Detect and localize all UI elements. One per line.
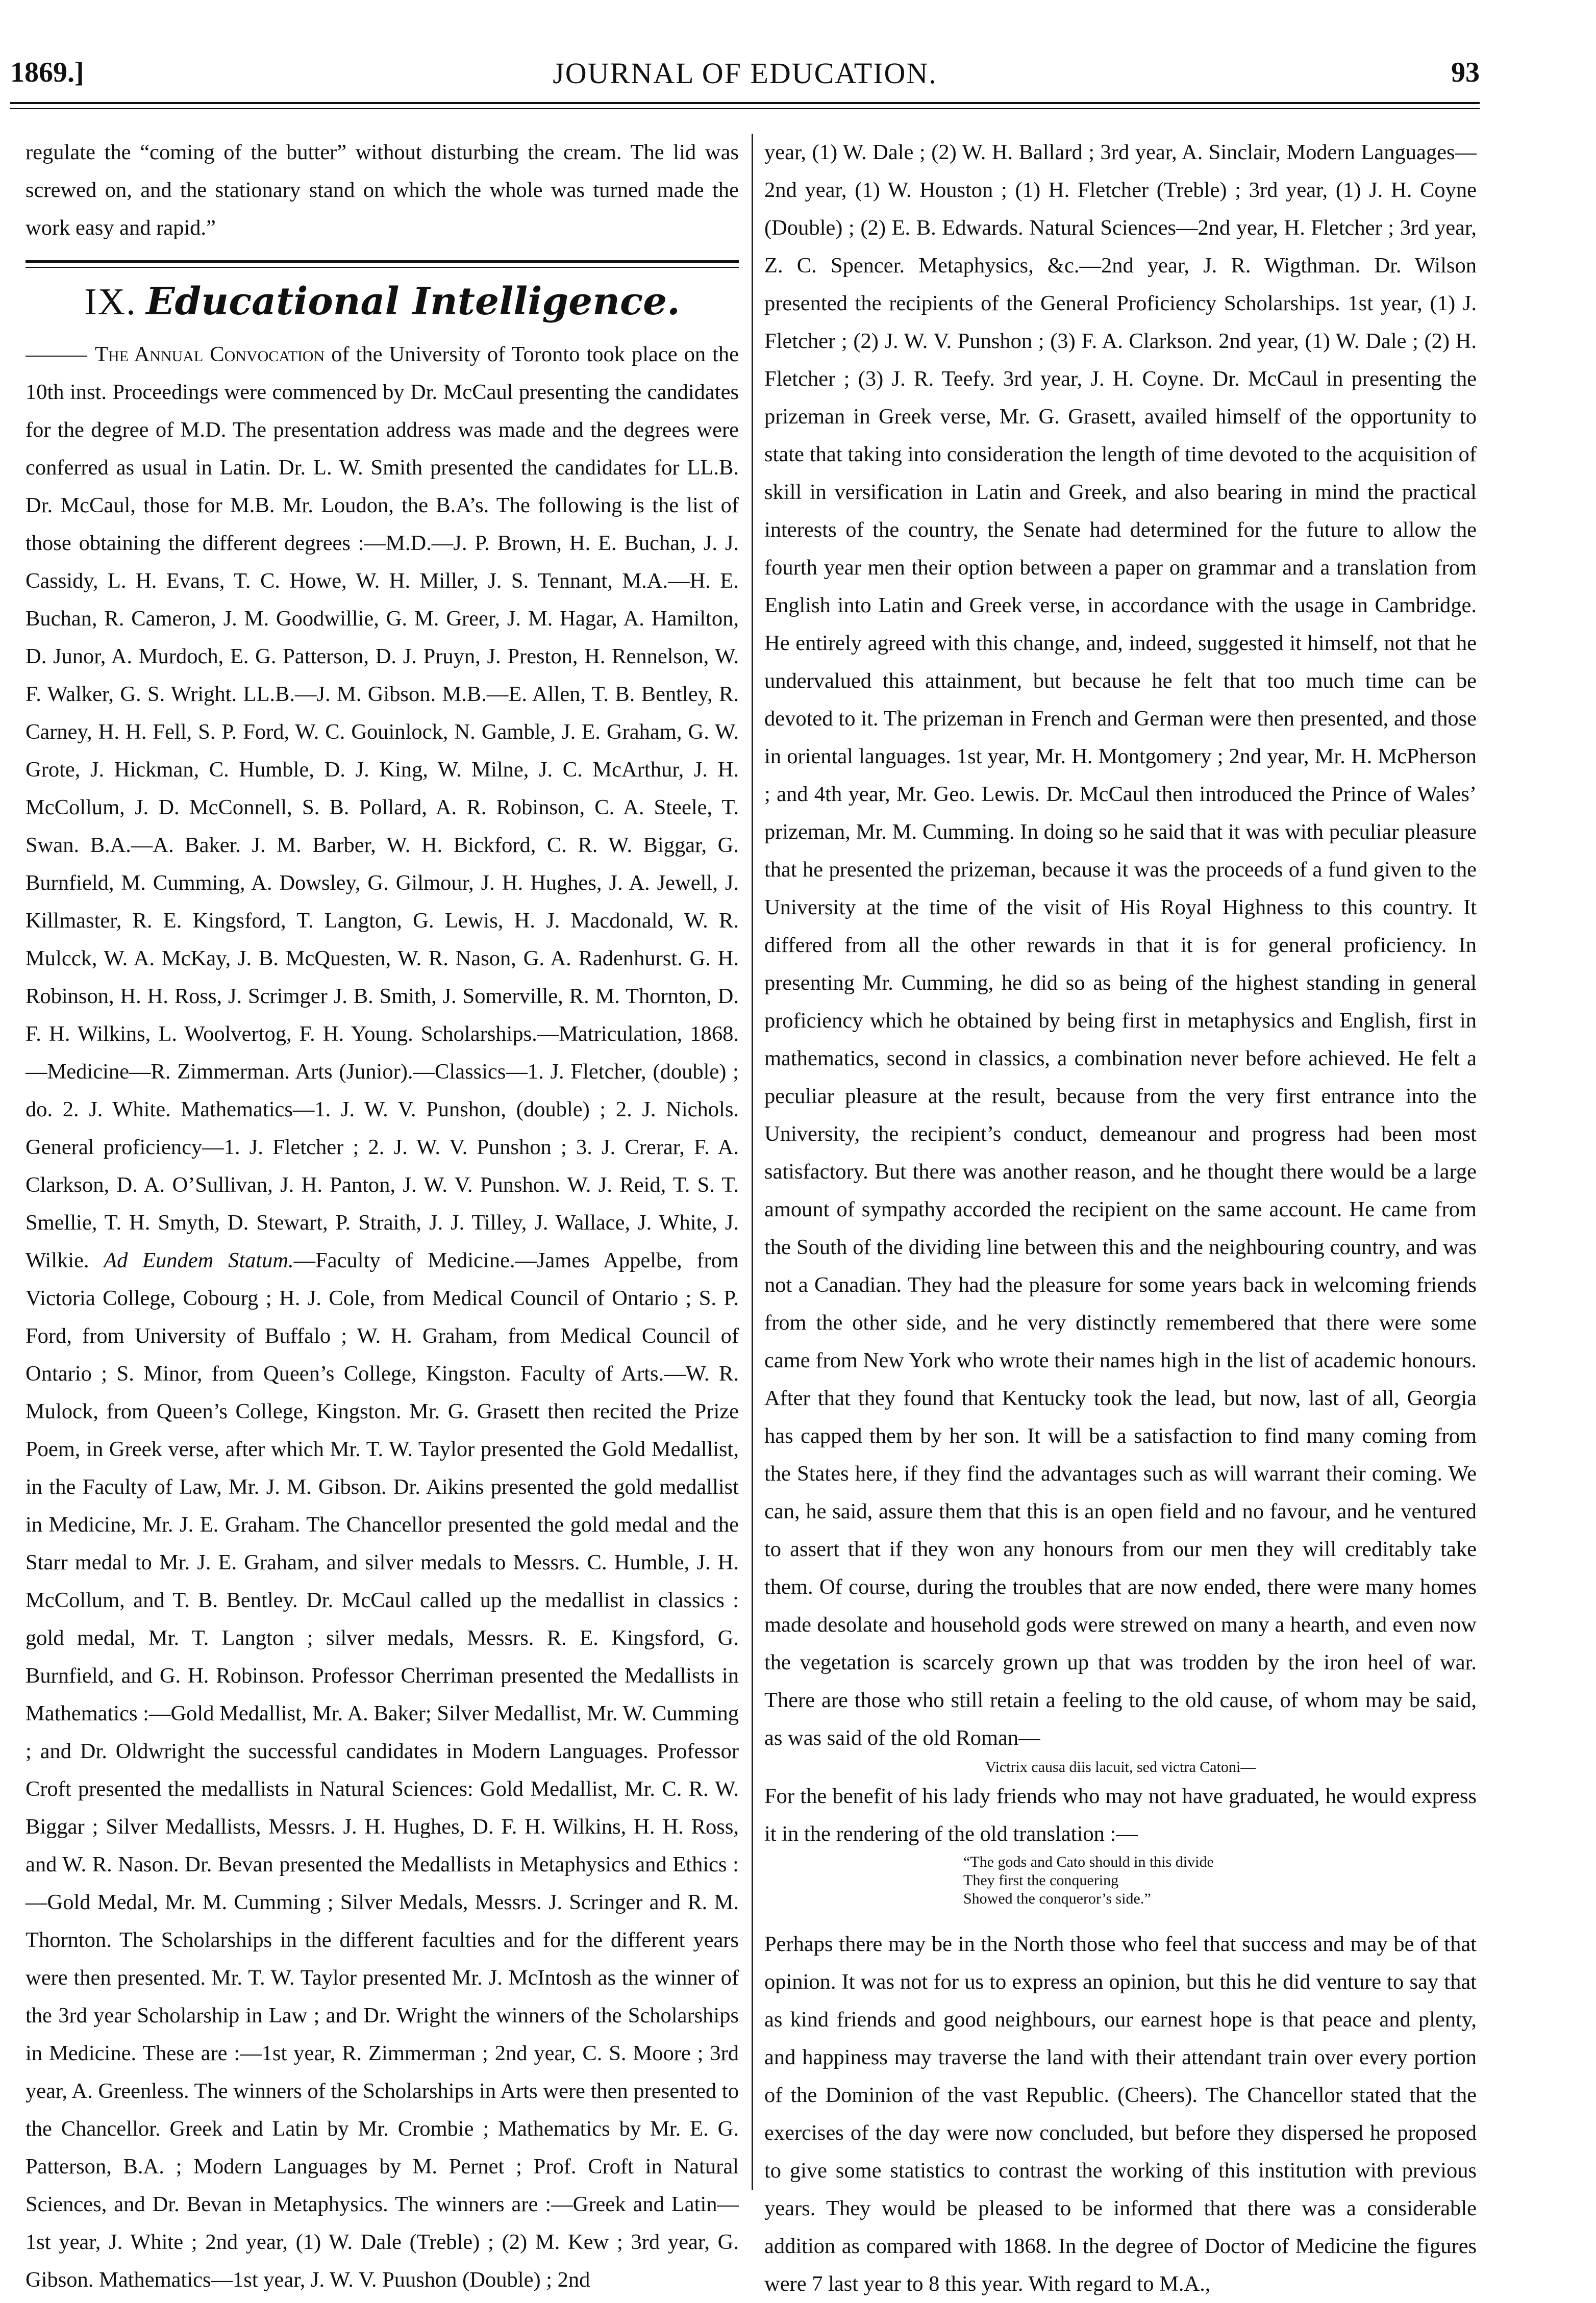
journal-title: JOURNAL OF EDUCATION. [553,57,937,90]
verse-line: “The gods and Cato should in this divide [963,1854,1214,1870]
convocation-article [26,336,739,2299]
right-column [764,134,1477,2303]
lead-dash [26,356,87,357]
page-number: 93 [1451,57,1480,88]
verse-translation [963,1853,1477,1908]
article-conclusion: Perhaps there may be in the North those who feel that success and may be of that opinion. It was not for us to express an opinion, but this he did venture to say that as kind friends and good neighbours, our earnest hope is that peace and plenty, and happiness may traverse the land with their attendant train over every portion of the Dominion of the vast Republic. (Cheers). The Chancellor stated that the exercises of the day were now concluded, but before they dispersed he proposed to give some statistics to contrast the working of this institution with previous years. They would be pleased to be informed that there was a considerable addition as compared with 1868. In the degree of Doctor of Medicine the figures were 7 last year to 8 this year. With regard to M.A., [764,1932,1477,2296]
latin-quotation: Victrix causa diis lacuit, sed victra Catoni— [985,1759,1256,1775]
ad-eundem-heading: Ad Eundem Statum. [104,1248,294,1272]
header-rule [10,102,1480,104]
article-continuation: year, (1) W. Dale ; (2) W. H. Ballard ; 3rd year, A. Sinclair, Modern Languages—2nd year, (1) W. Houston ; (1) H. Fletcher (Treble) ; 3rd year, (1) J. H. Coyne (Double) ; (2) E. B. Edwards. Natural Sciences—2nd year, H. Fletcher ; 3rd year, Z. C. Spencer. Metaphysics, &c.—2nd year, J. R. Wigthman. Dr. Wilson presented the recipients of the General Proficiency Scholarships. 1st year, (1) J. Fletcher ; (2) J. W. V. Punshon ; (3) F. A. Clarkson. 2nd year, (1) W. Dale ; (2) H. Fletcher ; (3) J. R. Teefy. 3rd year, J. H. Coyne. Dr. McCaul in presenting the prizeman in Greek verse, Mr. G. Grasett, availed himself of the opportunity to state that taking into consideration the length of time devoted to the acquisition of skill in versification in Latin and Greek, and also bearing in mind the practical interests of the country, the Senate had determined for the future to allow the fourth year men their option between a paper on grammar and a translation from English into Latin and Greek verse, in accordance with the usage in Cambridge. He entirely agreed with this change, and, indeed, suggested it himself, not that he undervalued this attainment, but because he felt that too much time can be devoted to it. The prizeman in French and German were then presented, and those in oriental languages. 1st year, Mr. H. Montgomery ; 2nd year, Mr. H. McPherson ; and 4th year, Mr. Geo. Lewis. Dr. McCaul then introduced the Prince of Wales’ prizeman, Mr. M. Cumming. In doing so he said that it was with peculiar pleasure that he presented the prizeman, because it was the proceeds of a fund given to the University at the time of the visit of His Royal Highness to this country. It differed from all the other rewards in that it is for general proficiency. In presenting Mr. Cumming, he did so as being of the highest standing in general proficiency which he obtained by being first in metaphysics and English, first in mathematics, second in classics, a combination never before achieved. He felt a peculiar pleasure at the result, because from the very first entrance into the University, the recipient’s conduct, demeanour and progress had been most satisfactory. But there was another reason, and he thought there would be a large amount of sympathy accorded the recipient on the same account. He came from the South of the dividing line between this and the neighbouring country, and was not a Canadian. They had the pleasure for some years back in welcoming friends from the other side, and he very distinctly remembered that there were some came from New York who wrote their names high in the list of academic honours. After that they found that Kentucky took the lead, but now, last of all, Georgia has capped them by her son. It will be a satisfaction to find many coming from the States here, if they find the advantages such as will warrant their coming. We can, he said, assure them that this is an open field and no favour, and he ventured to assert that if they won any honours from our men they will creditably take them. Of course, during the troubles that are now ended, there were many homes made desolate and household gods were strewed on many a hearth, and even now the vegetation is scarcely grown up that was trodden by the iron heel of war. There are those who still retain a feeling to the old cause, of whom may be said, as was said of the old Roman— [764,140,1477,1750]
lead-small-caps: The Annual Convocation [95,342,325,366]
header-rule-thin [10,108,1480,109]
header-year: 1869.] [10,57,84,88]
column-divider [752,134,753,2190]
section-heading [26,271,739,333]
verse-line: They first the conquering [963,1872,1119,1889]
section-title: Educational Intelligence. [146,280,680,323]
section-rule [26,260,739,268]
article-body-part-2: —Faculty of Medicine.—James Appelbe, from Victoria College, Cobourg ; H. J. Cole, from Medical Council of Ontario ; S. P. Ford, from University of Buffalo ; W. H. Graham, from Medical Council of Ontario ; S. Minor, from Queen’s College, Kingston. Faculty of Arts.—W. R. Mulock, from Queen’s College, Kingston. Mr. G. Grasett then recited the Prize Poem, in Greek verse, after which Mr. T. W. Taylor presented the Gold Medallist, in the Faculty of Law, Mr. J. M. Gibson. Dr. Aikins presented the gold medallist in Medicine, Mr. J. E. Graham. The Chancellor presented the gold medal and the Starr medal to Mr. J. E. Graham, and silver medals to Messrs. C. Humble, J. H. McCollum, and T. B. Bentley. Dr. McCaul called up the medallist in classics : gold medal, Mr. T. Langton ; silver medals, Messrs. R. E. Kingsford, G. Burnfield, and G. H. Robinson. Professor Cherriman presented the Medallists in Mathematics :—Gold Medallist, Mr. A. Baker; Silver Medallist, Mr. W. Cumming ; and Dr. Oldwright the successful candidates in Modern Languages. Professor Croft presented the medallists in Natural Sciences: Gold Medallist, Mr. C. R. W. Biggar ; Silver Medallists, Messrs. J. H. Hughes, D. F. H. Wilkins, H. H. Ross, and W. R. Nason. Dr. Bevan presented the Medallists in Metaphysics and Ethics :—Gold Medal, Mr. M. Cumming ; Silver Medals, Messrs. J. Scringer and R. M. Thornton. The Scholarships in the different faculties and for the different years were then presented. Mr. T. W. Taylor presented Mr. J. McIntosh as the winner of the 3rd year Scholarship in Law ; and Dr. Wright the winners of the Scholarships in Medicine. These are :—1st year, R. Zimmerman ; 2nd year, C. S. Moore ; 3rd year, A. Greenless. The winners of the Scholarships in Arts were then presented to the Chancellor. Greek and Latin by Mr. Crombie ; Mathematics by Mr. E. G. Patterson, B.A. ; Modern Languages by M. Pernet ; Prof. Croft in Natural Sciences, and Dr. Bevan in Metaphysics. The winners are :—Greek and Latin—1st year, J. White ; 2nd year, (1) W. Dale (Treble) ; (2) M. Kew ; 3rd year, G. Gibson. Mathematics—1st year, J. W. V. Puushon (Double) ; 2nd [26,1248,739,2292]
continued-paragraph: regulate the “coming of the butter” without disturbing the cream. The lid was screwed on, and the stationary stand on which the whole was turned made the work easy and rapid.” [26,140,739,240]
verse-line: Showed the conqueror’s side.” [963,1890,1151,1907]
article-body-part-1: of the University of Toronto took place on the 10th inst. Proceedings were commenced by Dr. McCaul presenting the candidates for the degree of M.D. The presentation address was made and the degrees were conferred as usual in Latin. Dr. L. W. Smith presented the candidates for LL.B. Dr. McCaul, those for M.B. Mr. Loudon, the B.A’s. The following is the list of those obtaining the different degrees :—M.D.—J. P. Brown, H. E. Buchan, J. J. Cassidy, L. H. Evans, T. C. Howe, W. H. Miller, J. S. Tennant, M.A.—H. E. Buchan, R. Cameron, J. M. Goodwillie, G. M. Greer, J. M. Hagar, A. Hamilton, D. Junor, A. Murdoch, E. G. Patterson, D. J. Pruyn, J. Preston, H. Rennelson, W. F. Walker, G. S. Wright. LL.B.—J. M. Gibson. M.B.—E. Allen, T. B. Bentley, R. Carney, H. H. Fell, S. P. Ford, W. C. Gouinlock, N. Gamble, J. E. Graham, G. W. Grote, J. Hickman, C. Humble, D. J. King, W. Milne, J. C. McArthur, J. H. McCollum, J. D. McConnell, S. B. Pollard, A. R. Robinson, C. A. Steele, T. Swan. B.A.—A. Baker. J. M. Barber, W. H. Bickford, C. R. W. Biggar, G. Burnfield, M. Cumming, A. Dowsley, G. Gilmour, J. H. Hughes, J. A. Jewell, J. Killmaster, R. E. Kingsford, T. Langton, G. Lewis, H. J. Macdonald, W. R. Mulcck, W. A. McKay, J. B. McQuesten, W. R. Nason, G. A. Radenhurst. G. H. Robinson, H. H. Ross, J. Scrimger J. B. Smith, J. Somerville, R. M. Thornton, D. F. H. Wilkins, L. Woolvertog, F. H. Young. Scholarships.—Matriculation, 1868.—Medicine—R. Zimmerman. Arts (Junior).—Classics—1. J. Fletcher, (double) ; do. 2. J. White. Mathematics—1. J. W. V. Punshon, (double) ; 2. J. Nichols. General proficiency—1. J. Fletcher ; 2. J. W. V. Punshon ; 3. J. Crerar, F. A. Clarkson, D. A. O’Sullivan, J. H. Panton, J. W. V. Punshon. W. J. Reid, T. S. T. Smellie, T. H. Smyth, D. Stewart, P. Straith, J. J. Tilley, J. Wallace, J. White, J. Wilkie. [26,342,739,1272]
left-column [26,134,739,2299]
running-header [10,56,1480,102]
translation-intro: For the benefit of his lady friends who may not have graduated, he would express it in the rendering of the old translation :— [764,1784,1477,1846]
section-number: IX. [84,281,137,323]
